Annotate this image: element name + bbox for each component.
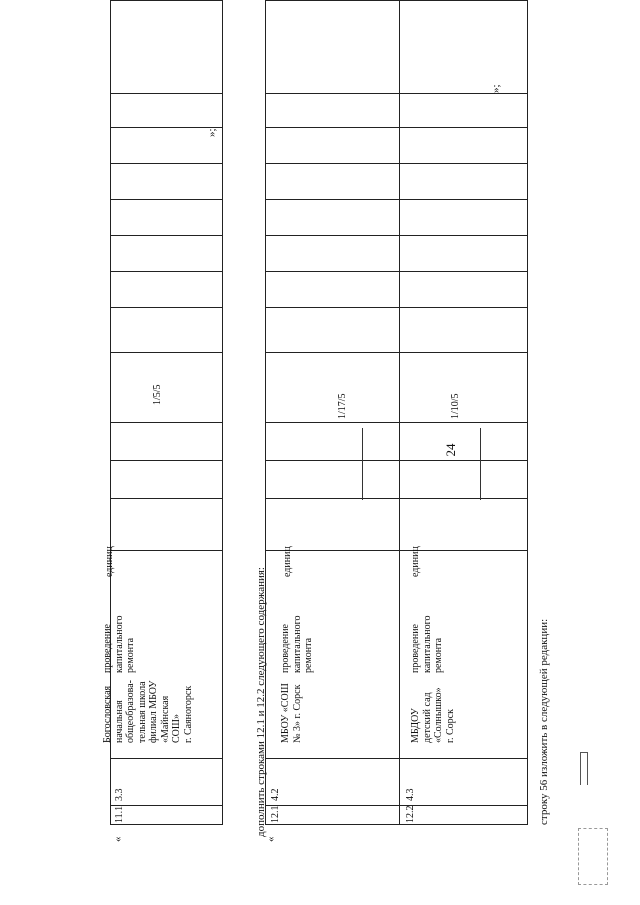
table-row — [400, 806, 528, 825]
open-quote: « — [265, 836, 277, 842]
table-2 — [265, 0, 528, 825]
page-number: 24 — [443, 443, 458, 457]
end-mark: »; — [206, 128, 218, 137]
work-type: проведение капитального ремонта — [410, 615, 444, 673]
object-name: МБОУ «СОШ № 3» г. Сорск — [280, 683, 303, 743]
row-code: 4.2 — [270, 788, 281, 801]
row-number: 12.1 — [270, 805, 281, 823]
dash-line — [480, 428, 481, 500]
dash-line — [362, 428, 363, 500]
stamp-mark — [578, 828, 608, 885]
value: 1/17/5 — [337, 393, 348, 419]
intro-text: дополнить строками 12.1 и 12.2 следующего содержания: — [255, 567, 267, 837]
object-name: МБДОУ детский сад «Солнышко» г. Сорск — [410, 687, 456, 743]
work-type: проведение капитального ремонта — [102, 615, 136, 673]
unit: единиц — [282, 546, 293, 577]
object-name: Богословская начальная общеобразова- тельная школа филиал МБОУ «Майнская СОШ» г. Саяногорск — [102, 679, 194, 743]
unit: единиц — [104, 546, 115, 577]
unit: единиц — [410, 546, 421, 577]
table-row — [111, 806, 223, 825]
bracket-mark — [580, 752, 588, 785]
work-type: проведение капитального ремонта — [280, 615, 314, 673]
value: 1/10/5 — [450, 393, 461, 419]
closing-text: строку 56 изложить в следующей редакции: — [538, 618, 550, 825]
table-row — [266, 806, 400, 825]
end-mark: »; — [490, 84, 502, 93]
row-number: 11.1 — [114, 805, 125, 823]
row-code: 4.3 — [405, 788, 416, 801]
open-quote: « — [112, 836, 124, 842]
value: 1/5/5 — [152, 384, 163, 405]
row-number: 12.2 — [405, 805, 416, 823]
row-code: 3.3 — [114, 788, 125, 801]
